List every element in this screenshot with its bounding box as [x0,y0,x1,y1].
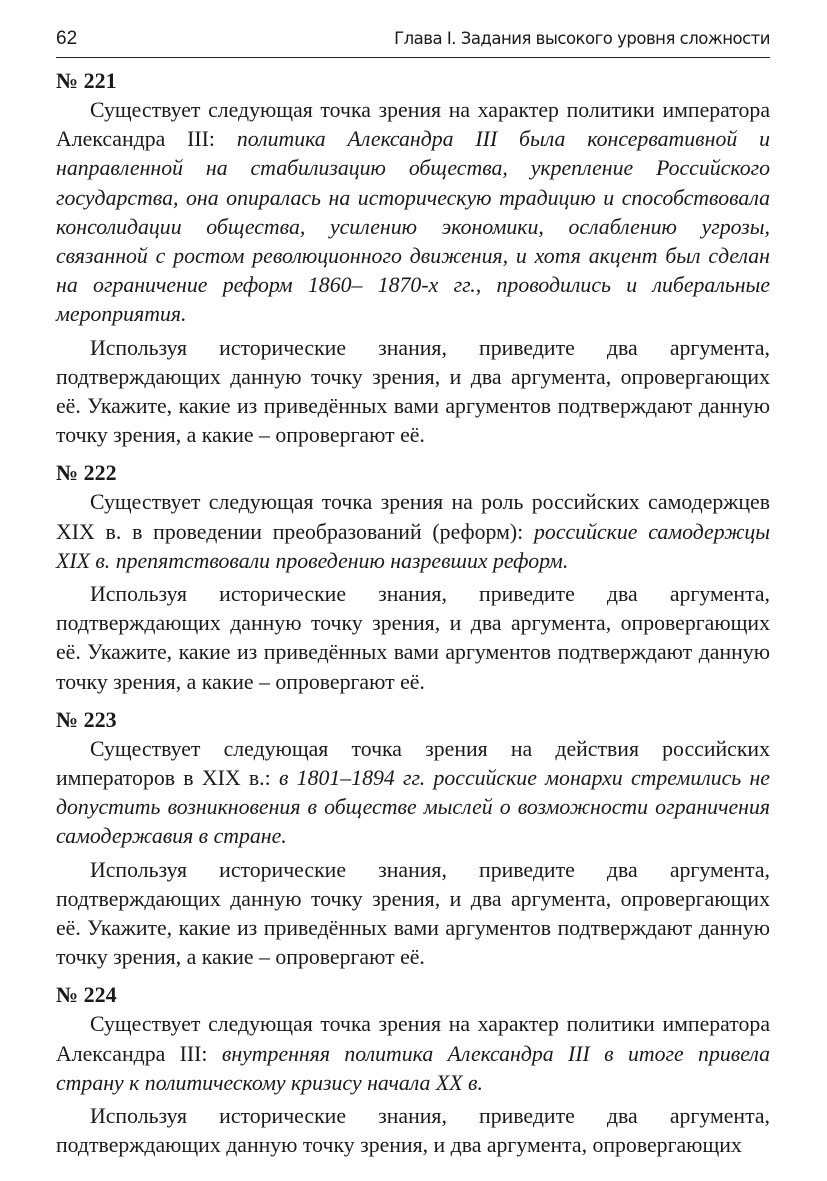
task-statement [56,96,770,330]
statement-view: российские самодержцы XIX в. препятствовали проведению назревших реформ. [56,519,771,573]
statement-view: политика Александра III была консервативной и направленной на стабилизацию общества, укрепление Российского государства, она опиралась на историческую традицию и способствовала консолидации общества, усилению экономики, ослаблению угрозы, связанной с ростом революционного движения, и хотя акцент был сделан на ограничение реформ 1860– 1870-х гг., проводились и либеральные мероприятия. [56,127,771,327]
statement-lead: Существует следующая точка зрения на характер политики императора Александра III: [56,1012,770,1066]
task-221 [56,66,770,450]
task-number: № 222 [56,460,117,486]
task-instruction: Используя исторические знания, приведите два аргумента, подтверждающих данную точку зрения, и два аргумента, опровергающих её. Укажите, какие из приведённых вами аргументов подтверждают данную точку зрения, а какие – опровергают её. [56,582,770,694]
task-224 [56,980,770,1160]
task-instruction: Используя исторические знания, приведите два аргумента, подтверждающих данную точку зрения, и два аргумента, опровергающих [56,1104,770,1158]
task-223 [56,705,770,973]
header-rule [56,57,770,58]
task-222 [56,458,770,696]
task-instruction: Используя исторические знания, приведите два аргумента, подтверждающих данную точку зрения, и два аргумента, опровергающих её. Укажите, какие из приведённых вами аргументов подтверждают данную точку зрения, а какие – опровергают её. [56,335,770,448]
task-statement [56,488,770,576]
task-number: № 223 [56,706,117,732]
statement-view: внутренняя политика Александра III в итоге привела страну к политическому кризису начала XX в. [56,1041,771,1095]
task-number: № 224 [56,982,117,1008]
page-header [56,26,770,56]
statement-lead: Существует следующая точка зрения на характер политики императора Александра III: [56,98,770,152]
chapter-title: Глава I. Задания высокого уровня сложности [394,29,770,48]
task-statement [56,735,770,852]
statement-lead: Существует следующая точка зрения на роль российских самодержцев XIX в. в проведении преобразований (реформ): [56,490,770,544]
task-statement [56,1010,770,1098]
statement-lead: Существует следующая точка зрения на действия российских императоров в XIX в.: [56,736,770,791]
task-instruction: Используя исторические знания, приведите два аргумента, подтверждающих данную точку зрения, и два аргумента, опровергающих её. Укажите, какие из приведённых вами аргументов подтверждают данную точку зрения, а какие – опровергают её. [56,857,770,970]
statement-view: в 1801–1894 гг. российские монархи стремились не допустить возникновения в обществе мыслей о возможности ограничения самодержавия в стране. [56,766,770,849]
task-number: № 221 [56,68,117,93]
page-number: 62 [56,28,78,49]
page-content [56,62,770,1161]
